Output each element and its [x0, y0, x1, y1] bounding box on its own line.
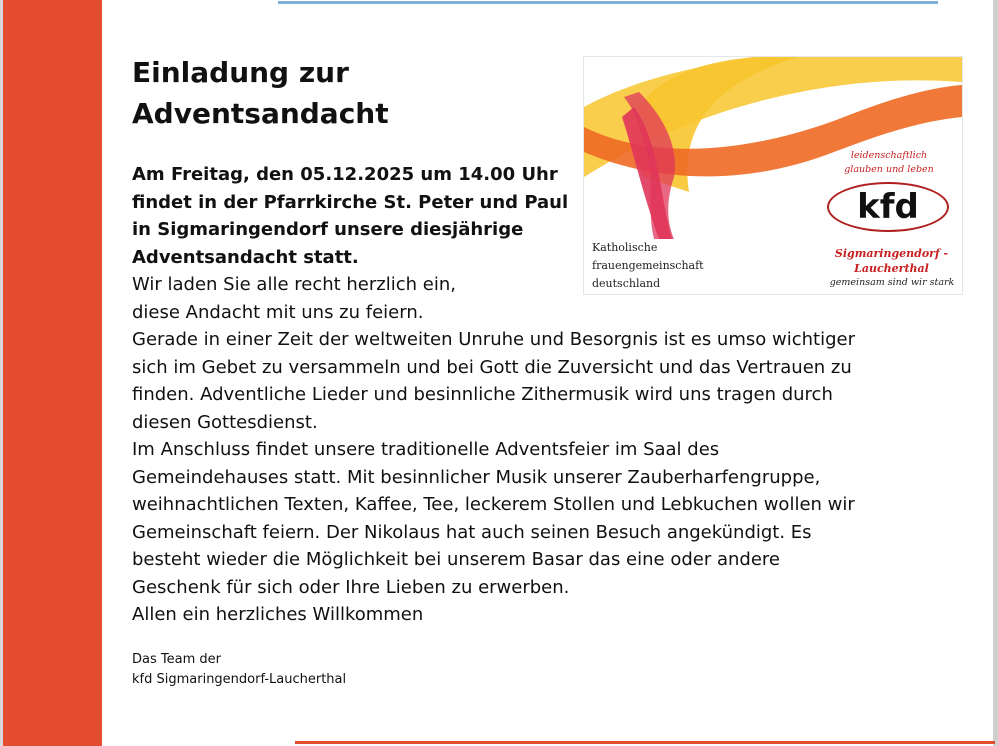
accent-side-bar: [3, 0, 102, 746]
text-line: Gerade in einer Zeit der weltweiten Unruhe und Besorgnis ist es umso wichtiger: [132, 329, 855, 350]
text-line: besteht wieder die Möglichkeit bei unserem Basar das eine oder andere: [132, 549, 780, 570]
text-line: sich im Gebet zu versammeln und bei Gott die Zuversicht und das Vertrauen zu: [132, 356, 852, 378]
signature-line: Das Team der: [132, 652, 221, 667]
top-rule: [278, 1, 938, 4]
kfd-logo: [583, 56, 963, 295]
signature: [132, 650, 346, 690]
text-line: finden. Adventliche Lieder und besinnliche Zithermusik wird uns tragen durch: [132, 384, 833, 405]
text-line: Im Anschluss findet unsere traditionelle Adventsfeier im Saal des: [132, 439, 720, 460]
logo-place: [824, 246, 959, 276]
org-name-line: frauengemeinschaft: [592, 259, 704, 272]
title-line: Einladung zur: [132, 56, 349, 89]
logo-slogan: [829, 149, 949, 177]
event-detail-line: findet in der Pfarrkirche St. Peter und Paul: [132, 191, 569, 213]
text-line: Geschenk für sich oder Ihre Lieben zu erwerben.: [132, 576, 570, 598]
kfd-oval-emblem: [827, 182, 949, 232]
text-line: diese Andacht mit uns zu feiern.: [132, 301, 424, 323]
place-line: Laucherthal: [854, 262, 929, 275]
logo-motto: gemeinsam sind wir stark: [829, 277, 955, 288]
bottom-rule: [295, 741, 995, 744]
text-line: Wir laden Sie alle recht herzlich ein,: [132, 274, 456, 295]
event-detail-line: Adventsandacht statt.: [132, 246, 359, 268]
event-detail-line: in Sigmaringendorf unsere diesjährige: [132, 219, 524, 240]
org-name: [592, 239, 704, 293]
page-title: [132, 52, 389, 134]
slogan-line: leidenschaftlich: [850, 150, 928, 161]
page-frame-right: [993, 0, 998, 746]
invitation-text: [132, 271, 942, 629]
event-detail-line: Am Freitag, den 05.12.2025 um 14.00 Uhr: [132, 164, 558, 185]
org-name-line: Katholische: [592, 241, 658, 254]
text-line: Gemeindehauses statt. Mit besinnlicher Musik unserer Zauberharfengruppe,: [132, 466, 821, 488]
place-line: Sigmaringendorf -: [834, 247, 949, 260]
slogan-line: glauben und leben: [844, 164, 934, 175]
text-line: weihnachtlichen Texten, Kaffee, Tee, leckerem Stollen und Lebkuchen wollen wir: [132, 494, 855, 515]
text-line: diesen Gottesdienst.: [132, 411, 318, 433]
org-name-line: deutschland: [592, 277, 661, 290]
text-line: Gemeinschaft feiern. Der Nikolaus hat auch seinen Besuch angekündigt. Es: [132, 521, 812, 543]
kfd-abbreviation: kfd: [857, 187, 919, 227]
signature-line: kfd Sigmaringendorf-Laucherthal: [132, 672, 347, 687]
title-line: Adventsandacht: [132, 97, 389, 130]
text-line: Allen ein herzliches Willkommen: [132, 604, 424, 625]
